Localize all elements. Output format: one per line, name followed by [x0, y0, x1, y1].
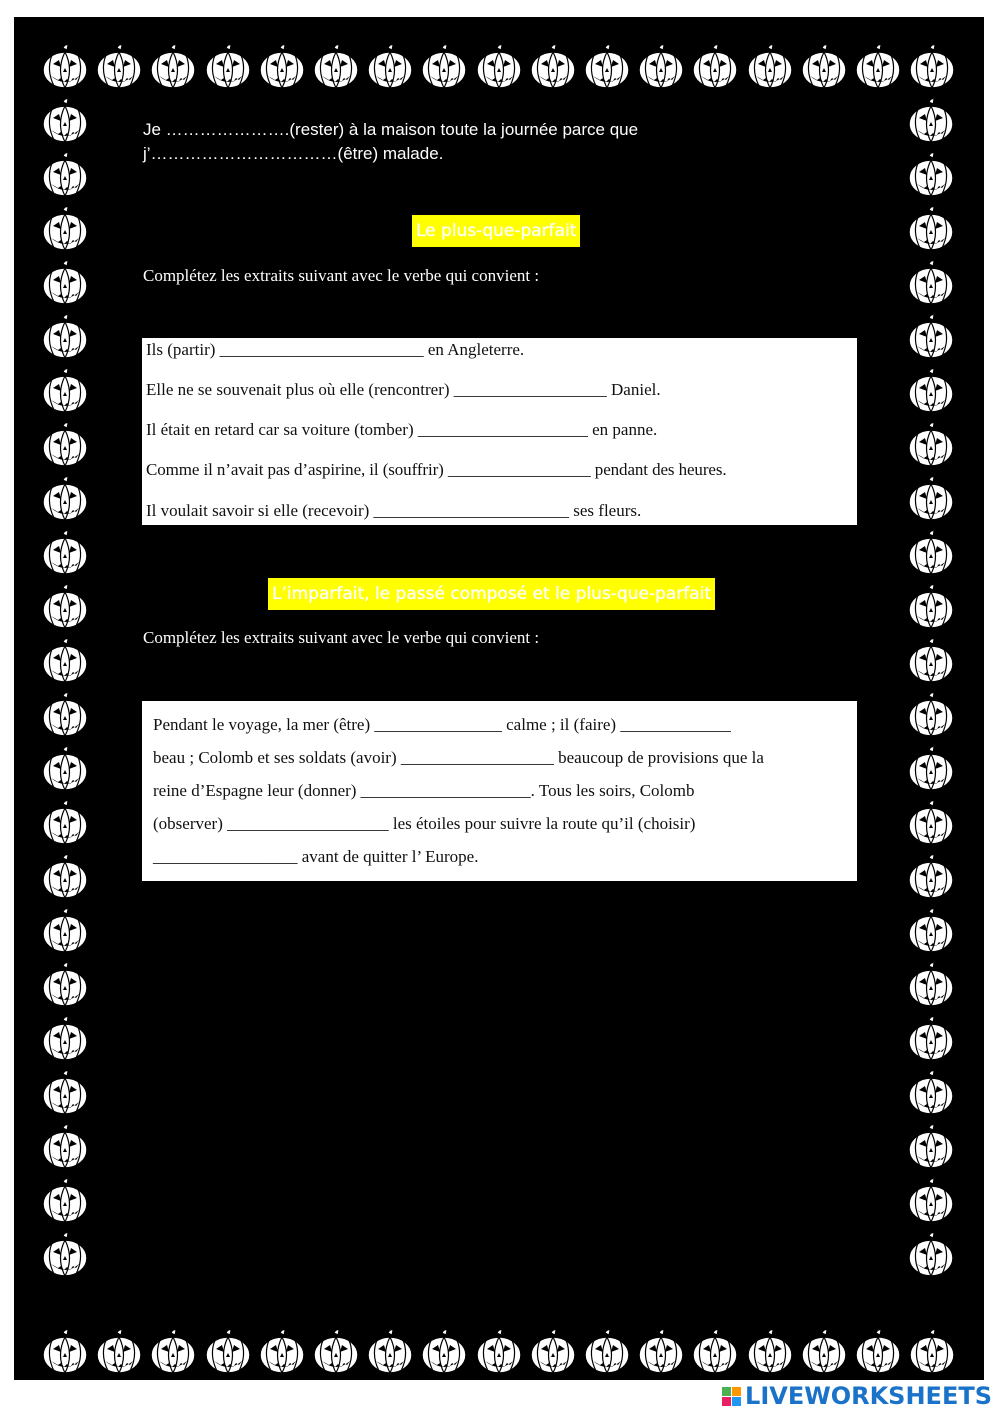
exercise-box-2 [142, 701, 857, 881]
jack-o-lantern-icon [906, 1176, 956, 1226]
jack-o-lantern-icon [906, 150, 956, 200]
jack-o-lantern-icon [906, 1068, 956, 1118]
jack-o-lantern-icon [907, 1327, 957, 1377]
jack-o-lantern-icon [40, 852, 90, 902]
jack-o-lantern-icon [40, 1176, 90, 1226]
jack-o-lantern-icon [799, 1327, 849, 1377]
jack-o-lantern-icon [906, 690, 956, 740]
jack-o-lantern-icon [365, 1327, 415, 1377]
section-title-plus-que-parfait: Le plus-que-parfait [412, 215, 580, 247]
jack-o-lantern-icon [40, 150, 90, 200]
exercise-line: _________________ avant de quitter l’ Europe. [153, 847, 479, 866]
jack-o-lantern-icon [40, 42, 90, 92]
jack-o-lantern-icon [853, 1327, 903, 1377]
jack-o-lantern-icon [40, 528, 90, 578]
jack-o-lantern-icon [148, 1327, 198, 1377]
section-title-mixed-tenses: L’imparfait, le passé composé et le plus-que-parfait [268, 578, 715, 610]
jack-o-lantern-icon [853, 42, 903, 92]
jack-o-lantern-icon [906, 582, 956, 632]
jack-o-lantern-icon [203, 1327, 253, 1377]
jack-o-lantern-icon [906, 528, 956, 578]
jack-o-lantern-icon [582, 42, 632, 92]
jack-o-lantern-icon [40, 960, 90, 1010]
jack-o-lantern-icon [40, 312, 90, 362]
jack-o-lantern-icon [203, 42, 253, 92]
jack-o-lantern-icon [906, 852, 956, 902]
jack-o-lantern-icon [906, 96, 956, 146]
jack-o-lantern-icon [40, 744, 90, 794]
jack-o-lantern-icon [94, 1327, 144, 1377]
jack-o-lantern-icon [40, 1014, 90, 1064]
jack-o-lantern-icon [40, 474, 90, 524]
jack-o-lantern-icon [40, 906, 90, 956]
exercise-box-1 [142, 338, 857, 525]
intro-line: Je ………………….(rester) à la maison toute la journée parce que [143, 120, 639, 139]
jack-o-lantern-icon [906, 960, 956, 1010]
exercise-line: reine d’Espagne leur (donner) ____________________. Tous les soirs, Colomb [153, 781, 695, 800]
exercise-line: Elle ne se souvenait plus où elle (rencontrer) __________________ Daniel. [146, 380, 661, 399]
exercise-line: Pendant le voyage, la mer (être) _______________ calme ; il (faire) _____________ [153, 715, 731, 734]
jack-o-lantern-icon [528, 1327, 578, 1377]
footer-brand: LIVEWORKSHEETS [745, 1382, 992, 1410]
jack-o-lantern-icon [906, 420, 956, 470]
jack-o-lantern-icon [745, 1327, 795, 1377]
exercise-line: (observer) ___________________ les étoiles pour suivre la route qu’il (choisir) [153, 814, 696, 833]
jack-o-lantern-icon [906, 744, 956, 794]
jack-o-lantern-icon [419, 1327, 469, 1377]
intro-line: j’……………………………(être) malade. [143, 144, 444, 163]
jack-o-lantern-icon [311, 1327, 361, 1377]
jack-o-lantern-icon [528, 42, 578, 92]
jack-o-lantern-icon [636, 42, 686, 92]
jack-o-lantern-icon [40, 1122, 90, 1172]
jack-o-lantern-icon [40, 204, 90, 254]
exercise-line: Comme il n’avait pas d’aspirine, il (souffrir) _________________ pendant des heures. [146, 460, 727, 479]
section2-instruction: Complétez les extraits suivant avec le verbe qui convient : [143, 628, 540, 647]
jack-o-lantern-icon [40, 96, 90, 146]
jack-o-lantern-icon [40, 258, 90, 308]
exercise-line: Il était en retard car sa voiture (tomber) ____________________ en panne. [146, 420, 658, 439]
jack-o-lantern-icon [40, 1327, 90, 1377]
jack-o-lantern-icon [745, 42, 795, 92]
jack-o-lantern-icon [40, 798, 90, 848]
liveworksheets-logo-icon [722, 1387, 741, 1406]
jack-o-lantern-icon [40, 690, 90, 740]
jack-o-lantern-icon [906, 798, 956, 848]
jack-o-lantern-icon [40, 582, 90, 632]
jack-o-lantern-icon [906, 258, 956, 308]
intro-exercise [143, 118, 763, 166]
jack-o-lantern-icon [690, 42, 740, 92]
jack-o-lantern-icon [419, 42, 469, 92]
jack-o-lantern-icon [257, 1327, 307, 1377]
jack-o-lantern-icon [906, 474, 956, 524]
jack-o-lantern-icon [40, 1230, 90, 1280]
jack-o-lantern-icon [906, 312, 956, 362]
jack-o-lantern-icon [906, 1122, 956, 1172]
liveworksheets-footer [722, 1383, 992, 1409]
jack-o-lantern-icon [799, 42, 849, 92]
jack-o-lantern-icon [40, 636, 90, 686]
jack-o-lantern-icon [40, 420, 90, 470]
jack-o-lantern-icon [94, 42, 144, 92]
jack-o-lantern-icon [906, 366, 956, 416]
jack-o-lantern-icon [311, 42, 361, 92]
jack-o-lantern-icon [474, 42, 524, 92]
jack-o-lantern-icon [906, 906, 956, 956]
jack-o-lantern-icon [257, 42, 307, 92]
exercise-line: beau ; Colomb et ses soldats (avoir) __________________ beaucoup de provisions que la [153, 748, 764, 767]
jack-o-lantern-icon [906, 636, 956, 686]
jack-o-lantern-icon [365, 42, 415, 92]
exercise-line: Il voulait savoir si elle (recevoir) _______________________ ses fleurs. [146, 501, 642, 520]
jack-o-lantern-icon [148, 42, 198, 92]
jack-o-lantern-icon [582, 1327, 632, 1377]
jack-o-lantern-icon [690, 1327, 740, 1377]
jack-o-lantern-icon [907, 42, 957, 92]
jack-o-lantern-icon [40, 1068, 90, 1118]
section1-instruction: Complétez les extraits suivant avec le verbe qui convient : [143, 266, 540, 285]
jack-o-lantern-icon [906, 1014, 956, 1064]
jack-o-lantern-icon [906, 204, 956, 254]
jack-o-lantern-icon [906, 1230, 956, 1280]
exercise-line: Ils (partir) ________________________ en Angleterre. [146, 340, 525, 359]
jack-o-lantern-icon [636, 1327, 686, 1377]
jack-o-lantern-icon [474, 1327, 524, 1377]
jack-o-lantern-icon [40, 366, 90, 416]
